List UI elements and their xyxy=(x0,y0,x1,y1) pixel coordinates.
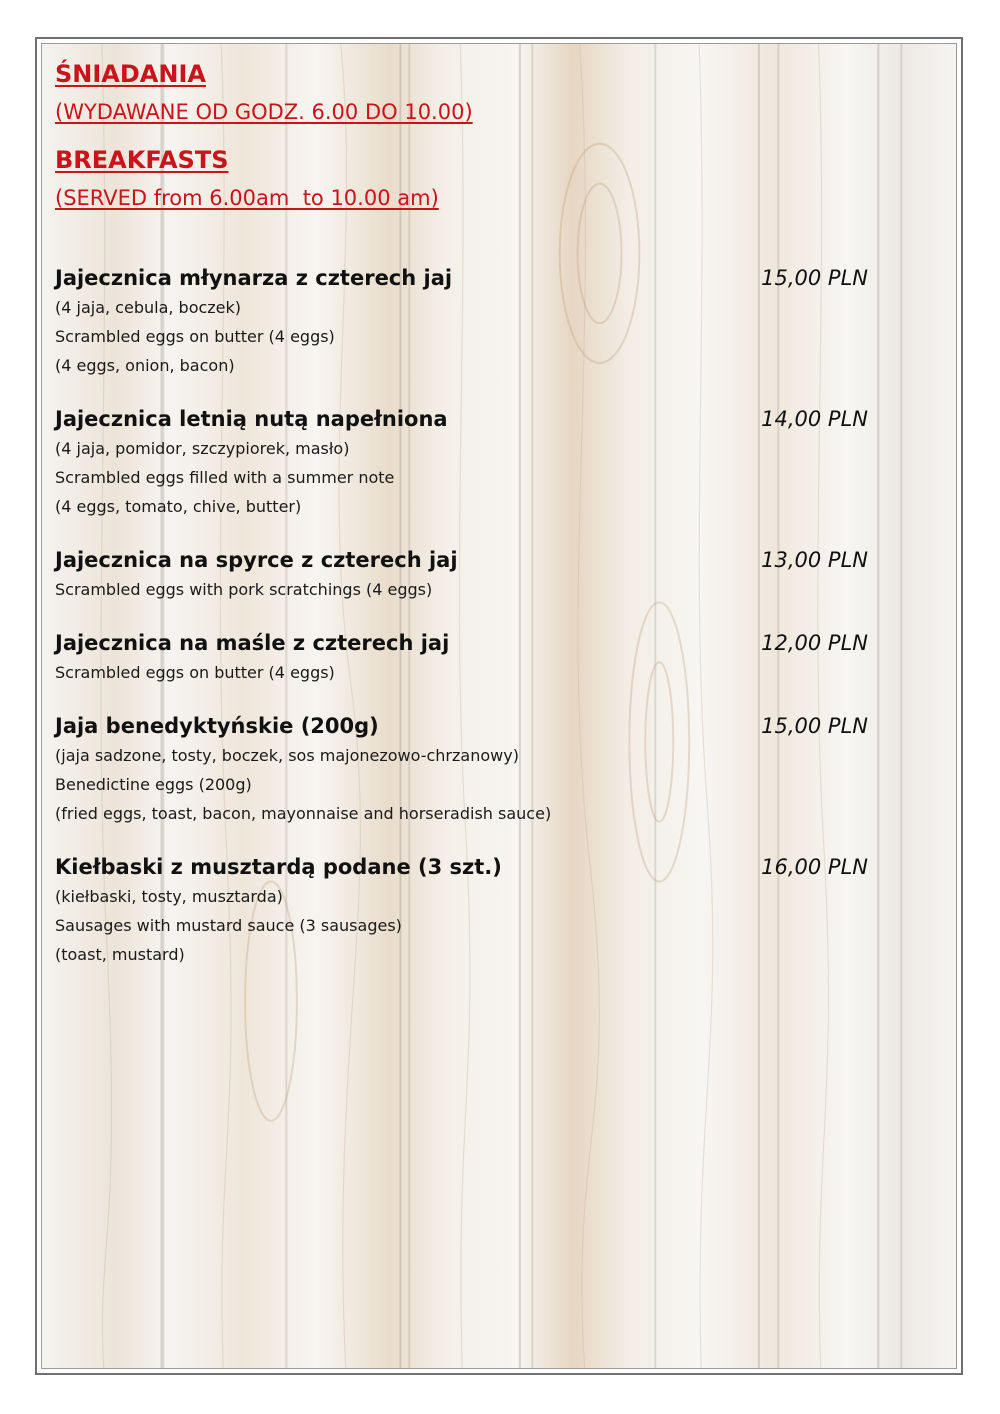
menu-item-header xyxy=(55,545,870,575)
description-line: Scrambled eggs with pork scratchings (4 eggs) xyxy=(55,580,433,599)
serving-hours-en: (SERVED from 6.00am to 10.00 am) xyxy=(55,186,439,210)
description-line: Scrambled eggs filled with a summer note xyxy=(55,468,395,487)
menu-item xyxy=(55,852,870,969)
menu-item-header xyxy=(55,852,870,882)
menu-item-description xyxy=(55,882,870,969)
serving-hours-pl: (WYDAWANE OD GODZ. 6.00 DO 10.00) xyxy=(55,100,473,124)
menu-item-header xyxy=(55,711,870,741)
section-title-pl: ŚNIADANIA xyxy=(55,60,206,88)
description-line: (fried eggs, toast, bacon, mayonnaise and horseradish sauce) xyxy=(55,804,552,823)
menu-item-header xyxy=(55,628,870,658)
menu-item-name: Jajecznica młynarza z czterech jaj xyxy=(55,266,453,290)
description-line: Scrambled eggs on butter (4 eggs) xyxy=(55,327,335,346)
description-line: (4 eggs, onion, bacon) xyxy=(55,356,235,375)
menu-item-description xyxy=(55,575,870,604)
description-line: (4 jaja, pomidor, szczypiorek, masło) xyxy=(55,439,350,458)
description-line: (toast, mustard) xyxy=(55,945,185,964)
description-line: (4 jaja, cebula, boczek) xyxy=(55,298,242,317)
menu-item xyxy=(55,404,870,521)
menu-item-price: 13,00 PLN xyxy=(761,548,868,572)
section-title-en: BREAKFASTS xyxy=(55,146,229,174)
menu-item xyxy=(55,263,870,380)
menu-item-name: Jajecznica na maśle z czterech jaj xyxy=(55,631,450,655)
menu-item xyxy=(55,545,870,604)
menu-item xyxy=(55,711,870,828)
menu-item-name: Jaja benedyktyńskie (200g) xyxy=(55,714,379,738)
menu-item-price: 14,00 PLN xyxy=(761,407,868,431)
description-line: Benedictine eggs (200g) xyxy=(55,775,252,794)
menu-item-description xyxy=(55,741,870,828)
menu-item-name: Jajecznica letnią nutą napełniona xyxy=(55,407,448,431)
menu-item-price: 16,00 PLN xyxy=(761,855,868,879)
description-line: (kiełbaski, tosty, musztarda) xyxy=(55,887,283,906)
menu-item-header xyxy=(55,404,870,434)
menu-item-price: 15,00 PLN xyxy=(761,714,868,738)
description-line: Scrambled eggs on butter (4 eggs) xyxy=(55,663,335,682)
menu-item xyxy=(55,628,870,687)
menu-content xyxy=(55,55,870,993)
description-line: (4 eggs, tomato, chive, butter) xyxy=(55,497,302,516)
menu-item-price: 15,00 PLN xyxy=(761,266,868,290)
menu-item-price: 12,00 PLN xyxy=(761,631,868,655)
menu-item-description xyxy=(55,658,870,687)
menu-item-name: Jajecznica na spyrce z czterech jaj xyxy=(55,548,458,572)
menu-list xyxy=(55,263,870,969)
description-line: Sausages with mustard sauce (3 sausages) xyxy=(55,916,402,935)
description-line: (jaja sadzone, tosty, boczek, sos majonezowo-chrzanowy) xyxy=(55,746,519,765)
menu-item-name: Kiełbaski z musztardą podane (3 szt.) xyxy=(55,855,502,879)
menu-item-description xyxy=(55,293,870,380)
menu-item-header xyxy=(55,263,870,293)
menu-item-description xyxy=(55,434,870,521)
